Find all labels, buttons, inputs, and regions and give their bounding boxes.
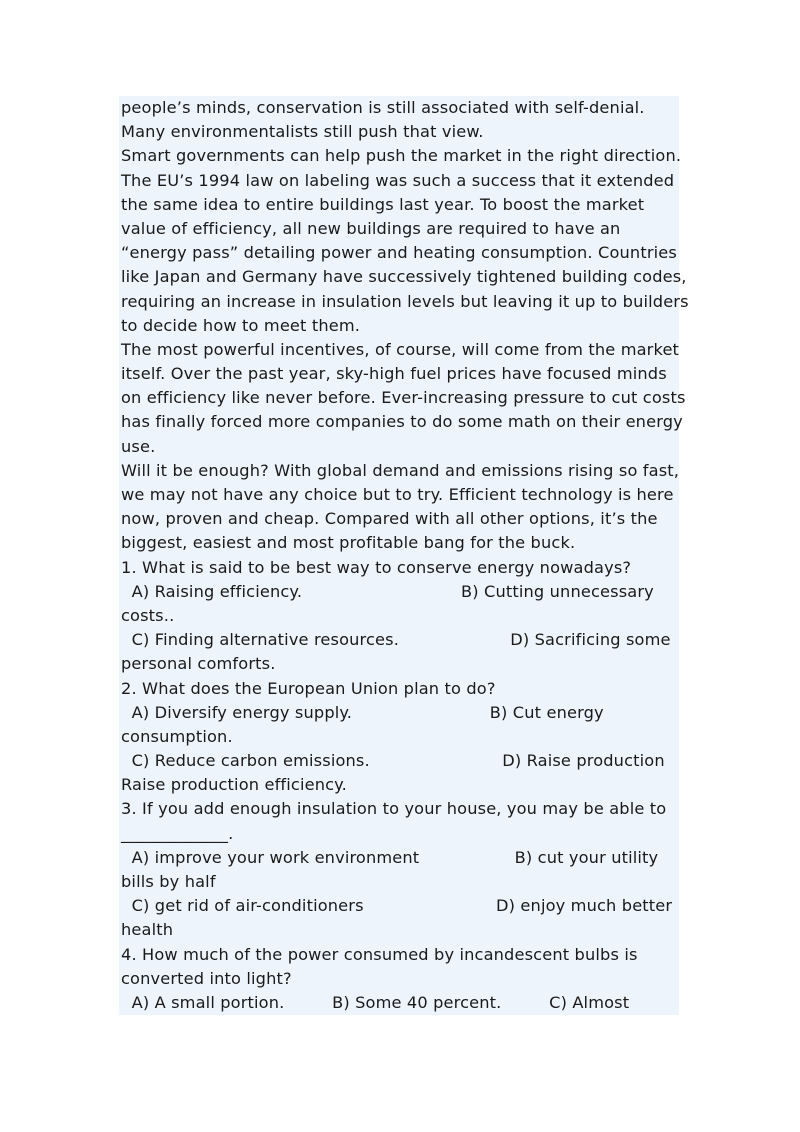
text-line: on efficiency like never before. Ever-increasing pressure to cut costs <box>121 388 686 408</box>
text-line: “energy pass” detailing power and heating consumption. Countries <box>121 243 677 263</box>
text-line: biggest, easiest and most profitable bang for the buck. <box>121 533 576 553</box>
text-line: has finally forced more companies to do some math on their energy <box>121 412 683 432</box>
question-2-options-wrap: Raise production efficiency. <box>121 775 347 795</box>
question-4-options: A) A small portion. B) Some 40 percent. C) Almost <box>121 992 630 1012</box>
question-1: 1. What is said to be best way to conserve energy nowadays? <box>121 557 632 577</box>
question-1-options-wrap: costs.. <box>121 605 175 625</box>
question-2-options-c-d: C) Reduce carbon emissions. D) Raise production <box>121 751 665 771</box>
text-line: The most powerful incentives, of course, will come from the market <box>121 339 680 359</box>
question-1-options-wrap: personal comforts. <box>121 654 276 674</box>
question-3-blank: _____________. <box>121 823 234 843</box>
text-line: Smart governments can help push the market in the right direction. <box>121 146 682 166</box>
text-line: Will it be enough? With global demand and emissions rising so fast, <box>121 460 680 480</box>
question-1-options-c-d: C) Finding alternative resources. D) Sacrificing some <box>121 630 671 650</box>
document-text-block <box>119 96 689 1015</box>
question-1-options-a-b: A) Raising efficiency. B) Cutting unnecessary <box>121 581 654 601</box>
question-2-options-a-b: A) Diversify energy supply. B) Cut energy <box>121 702 604 722</box>
text-line: The EU’s 1994 law on labeling was such a success that it extended <box>121 170 675 190</box>
question-2-options-wrap: consumption. <box>121 726 233 746</box>
question-3-options-a-b: A) improve your work environment B) cut your utility <box>121 847 659 867</box>
question-3-options-wrap: health <box>121 920 174 940</box>
text-line: to decide how to meet them. <box>121 315 361 335</box>
text-line: like Japan and Germany have successively tightened building codes, <box>121 267 687 287</box>
text-line: the same idea to entire buildings last year. To boost the market <box>121 194 645 214</box>
text-line: people’s minds, conservation is still associated with self-denial. <box>121 98 645 117</box>
text-line: itself. Over the past year, sky-high fuel prices have focused minds <box>121 364 667 384</box>
text-line: use. <box>121 436 156 456</box>
question-3-options-c-d: C) get rid of air-conditioners D) enjoy much better <box>121 896 673 916</box>
question-3-options-wrap: bills by half <box>121 872 216 891</box>
question-3: 3. If you add enough insulation to your house, you may be able to <box>121 799 667 819</box>
text-line: value of efficiency, all new buildings are required to have an <box>121 218 621 238</box>
text-line: requiring an increase in insulation levels but leaving it up to builders <box>121 291 689 311</box>
question-2: 2. What does the European Union plan to do? <box>121 678 496 698</box>
question-4: 4. How much of the power consumed by incandescent bulbs is <box>121 944 638 964</box>
text-line: we may not have any choice but to try. Efficient technology is here <box>121 485 674 504</box>
text-line: now, proven and cheap. Compared with all other options, it’s the <box>121 509 658 529</box>
text-line: Many environmentalists still push that view. <box>121 122 484 142</box>
question-4-wrap: converted into light? <box>121 968 292 988</box>
